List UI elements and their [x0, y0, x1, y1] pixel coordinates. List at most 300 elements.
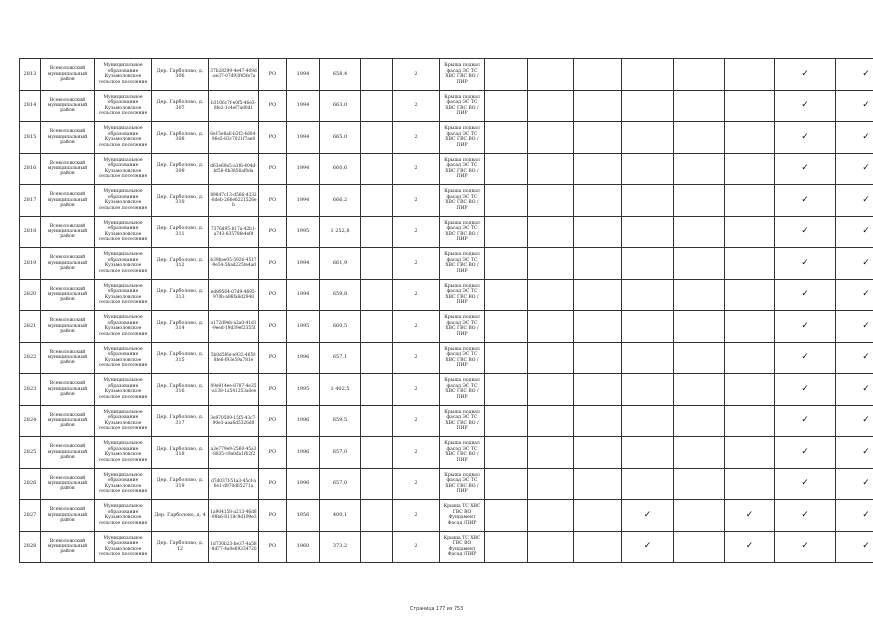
check-cell [674, 248, 725, 280]
check-cell [674, 311, 725, 343]
check-cell: ✓ [836, 531, 873, 563]
check-cell [674, 153, 725, 185]
district: Всеволожский муниципальный район [41, 90, 95, 122]
area: 657,0 [320, 437, 361, 469]
check-cell [725, 468, 775, 500]
check-cell: ✓ [836, 311, 873, 343]
municipality: Муниципальное образование Кузьмоловское сельское поселение [95, 342, 152, 374]
municipality: Муниципальное образование Кузьмоловское сельское поселение [95, 311, 152, 343]
check-cell [574, 342, 622, 374]
district: Всеволожский муниципальный район [41, 153, 95, 185]
row-number: 2819 [20, 248, 41, 280]
build-year: 1994 [287, 185, 320, 217]
check-cell: ✓ [836, 248, 873, 280]
check-cell [725, 153, 775, 185]
check-cell [674, 468, 725, 500]
check-cell: ✓ [836, 216, 873, 248]
works-list: Крыша подвал фасад ЭС ТС ХВС ГВС ВО /ПИР [440, 279, 485, 311]
check-cell: ✓ [775, 59, 836, 91]
build-year: 1994 [287, 279, 320, 311]
check-cell: ✓ [775, 216, 836, 248]
floors: 2 [393, 531, 440, 563]
row-number: 2813 [20, 59, 41, 91]
check-cell [528, 468, 574, 500]
check-cell: ✓ [836, 437, 873, 469]
check-cell: ✓ [775, 468, 836, 500]
floors: 2 [393, 248, 440, 280]
check-cell [528, 248, 574, 280]
area: 400,1 [320, 500, 361, 532]
table-row [20, 153, 873, 185]
owner-type: РО [259, 59, 287, 91]
house-guid: 37b28299-4e47-409d-ae37-07d93f45fe7a [209, 59, 259, 91]
check-cell: ✓ [775, 374, 836, 406]
build-year: 1994 [287, 90, 320, 122]
address: Дер. Гарболово, д. 309 [152, 153, 209, 185]
district: Всеволожский муниципальный район [41, 500, 95, 532]
floors: 2 [393, 437, 440, 469]
empty-cell [361, 437, 393, 469]
check-cell [674, 342, 725, 374]
owner-type: РО [259, 90, 287, 122]
build-year: 1994 [287, 153, 320, 185]
check-cell: ✓ [775, 500, 836, 532]
floors: 2 [393, 59, 440, 91]
check-cell [574, 90, 622, 122]
address: Дер. Гарболово, д. 317 [152, 405, 209, 437]
district: Всеволожский муниципальный район [41, 248, 95, 280]
check-cell: ✓ [622, 531, 674, 563]
district: Всеволожский муниципальный район [41, 342, 95, 374]
owner-type: РО [259, 153, 287, 185]
owner-type: РО [259, 122, 287, 154]
check-cell: ✓ [836, 122, 873, 154]
works-list: Крыша подвал фасад ЭС ТС ХВС ГВС ВО /ПИР [440, 405, 485, 437]
check-cell [574, 216, 622, 248]
empty-cell [361, 531, 393, 563]
municipality: Муниципальное образование Кузьмоловское сельское поселение [95, 374, 152, 406]
check-cell [622, 468, 674, 500]
works-list: Крыша подвал фасад ЭС ТС ХВС ГВС ВО /ПИР [440, 185, 485, 217]
area: 1 402,5 [320, 374, 361, 406]
floors: 2 [393, 468, 440, 500]
owner-type: РО [259, 500, 287, 532]
table-row [20, 59, 873, 91]
house-guid: 6e15e6a6-b3f2-4d04-96e5-83c7021f7ae8 [209, 122, 259, 154]
check-cell [528, 311, 574, 343]
empty-cell [361, 311, 393, 343]
owner-type: РО [259, 342, 287, 374]
check-cell: ✓ [775, 437, 836, 469]
works-list: Крыша подвал фасад ЭС ТС ХВС ГВС ВО /ПИР [440, 248, 485, 280]
check-cell [674, 59, 725, 91]
check-cell [574, 279, 622, 311]
check-cell [485, 531, 528, 563]
house-guid: b39bae05-5926-4517-9e54-56ad225fe4ad [209, 248, 259, 280]
row-number: 2821 [20, 311, 41, 343]
floors: 2 [393, 342, 440, 374]
works-list: Крыша ТС ХВС ГВС ВО Фундамент Фасад /ПИР [440, 531, 485, 563]
check-cell [574, 437, 622, 469]
district: Всеволожский муниципальный район [41, 185, 95, 217]
check-cell: ✓ [775, 342, 836, 374]
build-year: 1995 [287, 216, 320, 248]
owner-type: РО [259, 374, 287, 406]
municipality: Муниципальное образование Кузьмоловское сельское поселение [95, 468, 152, 500]
owner-type: РО [259, 185, 287, 217]
floors: 2 [393, 279, 440, 311]
check-cell [674, 500, 725, 532]
district: Всеволожский муниципальный район [41, 374, 95, 406]
row-number: 2817 [20, 185, 41, 217]
empty-cell [361, 216, 393, 248]
house-guid: ed89564-07d9-4695-970b-a86fa6d2948 [209, 279, 259, 311]
floors: 2 [393, 374, 440, 406]
house-guid: a3e779e9-2560-45a3-8835-c9a0da1f62f2 [209, 437, 259, 469]
check-cell [725, 185, 775, 217]
row-number: 2827 [20, 500, 41, 532]
check-cell [528, 90, 574, 122]
empty-cell [361, 500, 393, 532]
floors: 2 [393, 311, 440, 343]
municipality: Муниципальное образование Кузьмоловское сельское поселение [95, 500, 152, 532]
owner-type: РО [259, 531, 287, 563]
check-cell [674, 531, 725, 563]
check-cell: ✓ [725, 500, 775, 532]
check-cell [674, 374, 725, 406]
page-footer: Страница 177 из 753 [410, 607, 464, 612]
house-guid: d63e69e5-a1f6-404d-bf58-0b3856af0da [209, 153, 259, 185]
housing-table [19, 58, 873, 563]
row-number: 2823 [20, 374, 41, 406]
check-cell: ✓ [836, 59, 873, 91]
check-cell [725, 437, 775, 469]
address: Дер. Гарболово, д. 310 [152, 185, 209, 217]
house-guid: 89847c13-d566-4332-8deb-266e6221526eb [209, 185, 259, 217]
check-cell: ✓ [836, 468, 873, 500]
area: 660,5 [320, 311, 361, 343]
table-row [20, 374, 873, 406]
check-cell [485, 90, 528, 122]
municipality: Муниципальное образование Кузьмоловское сельское поселение [95, 185, 152, 217]
district: Всеволожский муниципальный район [41, 216, 95, 248]
address: Дер. Гарболово, д. 306 [152, 59, 209, 91]
district: Всеволожский муниципальный район [41, 437, 95, 469]
address: Дер. Гарболово, д. 315 [152, 342, 209, 374]
check-cell: ✓ [836, 500, 873, 532]
check-cell [528, 122, 574, 154]
check-cell [622, 279, 674, 311]
check-cell [622, 437, 674, 469]
build-year: 1996 [287, 342, 320, 374]
area: 666,2 [320, 185, 361, 217]
check-cell [725, 311, 775, 343]
check-cell [725, 59, 775, 91]
check-cell [622, 342, 674, 374]
check-cell [725, 90, 775, 122]
check-cell [622, 311, 674, 343]
owner-type: РО [259, 468, 287, 500]
check-cell [485, 342, 528, 374]
check-cell [622, 185, 674, 217]
check-cell [574, 122, 622, 154]
address: Дер. Гарболово, д. 314 [152, 311, 209, 343]
check-cell [622, 122, 674, 154]
check-cell [485, 59, 528, 91]
empty-cell [361, 405, 393, 437]
check-cell [674, 437, 725, 469]
check-cell: ✓ [836, 279, 873, 311]
check-cell: ✓ [725, 531, 775, 563]
area: 659,5 [320, 405, 361, 437]
check-cell [622, 405, 674, 437]
check-cell [574, 311, 622, 343]
check-cell [674, 216, 725, 248]
check-cell [485, 374, 528, 406]
house-guid: 1d730b23-be37-4a58-8d77-4a0e69334720 [209, 531, 259, 563]
check-cell: ✓ [775, 311, 836, 343]
check-cell [485, 279, 528, 311]
area: 661,9 [320, 248, 361, 280]
empty-cell [361, 90, 393, 122]
check-cell [485, 216, 528, 248]
municipality: Муниципальное образование Кузьмоловское сельское поселение [95, 248, 152, 280]
owner-type: РО [259, 437, 287, 469]
address: Дер. Гарболово, д. 313 [152, 279, 209, 311]
check-cell: ✓ [622, 500, 674, 532]
check-cell [725, 342, 775, 374]
floors: 2 [393, 185, 440, 217]
check-cell: ✓ [836, 153, 873, 185]
check-cell [574, 468, 622, 500]
municipality: Муниципальное образование Кузьмоловское сельское поселение [95, 216, 152, 248]
check-cell [574, 59, 622, 91]
check-cell: ✓ [775, 248, 836, 280]
check-cell: ✓ [836, 374, 873, 406]
municipality: Муниципальное образование Кузьмоловское сельское поселение [95, 279, 152, 311]
build-year: 1996 [287, 468, 320, 500]
build-year: 1994 [287, 59, 320, 91]
table-row [20, 248, 873, 280]
check-cell [725, 279, 775, 311]
address: Дер. Гарболово, д. 319 [152, 468, 209, 500]
address: Дер. Гарболово, д. 307 [152, 90, 209, 122]
check-cell [485, 311, 528, 343]
build-year: 1996 [287, 437, 320, 469]
table-row [20, 437, 873, 469]
check-cell [622, 59, 674, 91]
check-cell [725, 122, 775, 154]
owner-type: РО [259, 311, 287, 343]
check-cell [528, 405, 574, 437]
check-cell: ✓ [775, 185, 836, 217]
table-row [20, 531, 873, 563]
check-cell [574, 248, 622, 280]
check-cell [528, 437, 574, 469]
check-cell [622, 374, 674, 406]
check-cell: ✓ [836, 90, 873, 122]
area: 657,0 [320, 468, 361, 500]
address: Дер. Гарболово, д. 12 [152, 531, 209, 563]
house-guid: 3e970509-15f5-43c7-90e3-aaa6d5326d0 [209, 405, 259, 437]
owner-type: РО [259, 279, 287, 311]
table-row [20, 90, 873, 122]
empty-cell [361, 279, 393, 311]
works-list: Крыша подвал фасад ЭС ТС ХВС ГВС ВО /ПИР [440, 216, 485, 248]
district: Всеволожский муниципальный район [41, 311, 95, 343]
row-number: 2816 [20, 153, 41, 185]
district: Всеволожский муниципальный район [41, 405, 95, 437]
check-cell: ✓ [775, 279, 836, 311]
build-year: 1994 [287, 122, 320, 154]
empty-cell [361, 468, 393, 500]
house-guid: 09e914ee-8787-4e35-a138-1a541253a0ee [209, 374, 259, 406]
table-row [20, 185, 873, 217]
check-cell: ✓ [836, 342, 873, 374]
build-year: 1960 [287, 531, 320, 563]
works-list: Крыша подвал фасад ЭС ТС ХВС ГВС ВО /ПИР [440, 90, 485, 122]
check-cell [528, 59, 574, 91]
works-list: Крыша подвал фасад ЭС ТС ХВС ГВС ВО /ПИР [440, 374, 485, 406]
check-cell [574, 374, 622, 406]
area: 665,0 [320, 122, 361, 154]
empty-cell [361, 153, 393, 185]
check-cell [528, 531, 574, 563]
district: Всеволожский муниципальный район [41, 122, 95, 154]
district: Всеволожский муниципальный район [41, 59, 95, 91]
house-guid: 5b0d5f6e-e932-465f-8fe6-f93e59a781e [209, 342, 259, 374]
municipality: Муниципальное образование Кузьмоловское сельское поселение [95, 59, 152, 91]
house-guid: d7d037f-51a3-45cf-a6e1-d970d65271a [209, 468, 259, 500]
area: 1 252,8 [320, 216, 361, 248]
district: Всеволожский муниципальный район [41, 279, 95, 311]
row-number: 2818 [20, 216, 41, 248]
check-cell [528, 500, 574, 532]
check-cell [674, 405, 725, 437]
check-cell [528, 216, 574, 248]
table-row [20, 342, 873, 374]
works-list: Крыша ТС ХВС ГВС ВО Фундамент Фасад /ПИР [440, 500, 485, 532]
check-cell [725, 405, 775, 437]
municipality: Муниципальное образование Кузьмоловское сельское поселение [95, 90, 152, 122]
empty-cell [361, 374, 393, 406]
check-cell [674, 185, 725, 217]
district: Всеволожский муниципальный район [41, 531, 95, 563]
check-cell [528, 185, 574, 217]
check-cell: ✓ [775, 153, 836, 185]
owner-type: РО [259, 405, 287, 437]
empty-cell [361, 122, 393, 154]
address: Дер. Гарболово, д. 318 [152, 437, 209, 469]
check-cell [528, 153, 574, 185]
owner-type: РО [259, 248, 287, 280]
empty-cell [361, 248, 393, 280]
check-cell: ✓ [836, 405, 873, 437]
works-list: Крыша подвал фасад ЭС ТС ХВС ГВС ВО /ПИР [440, 342, 485, 374]
build-year: 1956 [287, 500, 320, 532]
check-cell [674, 279, 725, 311]
address: Дер. Гарболово, д. 312 [152, 248, 209, 280]
check-cell [485, 122, 528, 154]
check-cell [725, 248, 775, 280]
check-cell [622, 90, 674, 122]
check-cell [528, 374, 574, 406]
floors: 2 [393, 90, 440, 122]
check-cell [574, 153, 622, 185]
check-cell [725, 216, 775, 248]
check-cell [622, 248, 674, 280]
check-cell [674, 90, 725, 122]
municipality: Муниципальное образование Кузьмоловское сельское поселение [95, 122, 152, 154]
check-cell [574, 185, 622, 217]
area: 373,2 [320, 531, 361, 563]
floors: 2 [393, 153, 440, 185]
area: 659,8 [320, 279, 361, 311]
address: Дер. Гарболово, д. 308 [152, 122, 209, 154]
empty-cell [361, 185, 393, 217]
build-year: 1994 [287, 248, 320, 280]
check-cell: ✓ [775, 405, 836, 437]
check-cell [622, 216, 674, 248]
check-cell [485, 153, 528, 185]
area: 663,0 [320, 90, 361, 122]
floors: 2 [393, 405, 440, 437]
build-year: 1995 [287, 311, 320, 343]
works-list: Крыша подвал фасад ЭС ТС ХВС ГВС ВО /ПИР [440, 153, 485, 185]
row-number: 2822 [20, 342, 41, 374]
check-cell [674, 122, 725, 154]
check-cell: ✓ [775, 122, 836, 154]
check-cell [574, 405, 622, 437]
table-row [20, 122, 873, 154]
row-number: 2820 [20, 279, 41, 311]
check-cell [574, 500, 622, 532]
row-number: 2828 [20, 531, 41, 563]
area: 657,1 [320, 342, 361, 374]
check-cell [528, 279, 574, 311]
table-row [20, 216, 873, 248]
check-cell [485, 468, 528, 500]
floors: 2 [393, 216, 440, 248]
address: Дер. Гарболово, д. 4 [152, 500, 209, 532]
empty-cell [361, 342, 393, 374]
check-cell [485, 437, 528, 469]
check-cell [485, 405, 528, 437]
table-row [20, 500, 873, 532]
table-row [20, 405, 873, 437]
area: 658,4 [320, 59, 361, 91]
check-cell: ✓ [775, 90, 836, 122]
row-number: 2825 [20, 437, 41, 469]
works-list: Крыша подвал фасад ЭС ТС ХВС ГВС ВО /ПИР [440, 122, 485, 154]
works-list: Крыша подвал фасад ЭС ТС ХВС ГВС ВО /ПИР [440, 437, 485, 469]
table-row [20, 468, 873, 500]
build-year: 1995 [287, 374, 320, 406]
check-cell [485, 248, 528, 280]
municipality: Муниципальное образование Кузьмоловское сельское поселение [95, 437, 152, 469]
area: 660,6 [320, 153, 361, 185]
house-guid: 7376d95-b17a-42b1-a743-83578fe4ef8 [209, 216, 259, 248]
empty-cell [361, 59, 393, 91]
works-list: Крыша подвал фасад ЭС ТС ХВС ГВС ВО /ПИР [440, 468, 485, 500]
check-cell [485, 185, 528, 217]
check-cell [725, 374, 775, 406]
house-guid: b3106c7f-e0f5-46e3-8fe2-1c4ef7ad0d1 [209, 90, 259, 122]
owner-type: РО [259, 216, 287, 248]
row-number: 2814 [20, 90, 41, 122]
check-cell [528, 342, 574, 374]
house-guid: a172d9eb-a2a0-41d1-9eed-19d39ef2355f [209, 311, 259, 343]
